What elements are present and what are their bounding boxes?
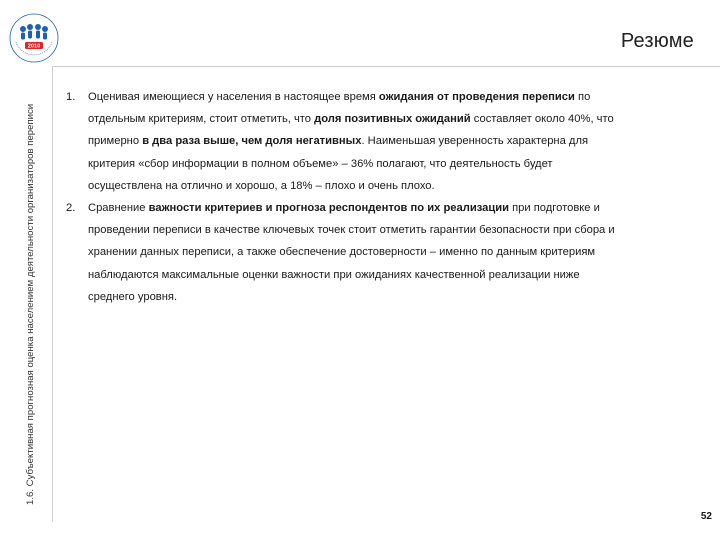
- emphasis-text: в два раза выше, чем доля негативных: [142, 135, 362, 148]
- list-item-text: Оценивая имеющиеся у населения в настоящее время ожидания от проведения переписи по отдельным критериям, стоит отметить, что доля позитивных ожиданий составляет около 40%, что примерно в два раза выше, чем доля негативных. Наименьшая уверенность характерна для критерия «сбор информации в полном объеме» – 36% полагают, что деятельность будет осуществлена на отлично и хорошо, а 18% – плохо и очень плохо.: [88, 91, 614, 192]
- sidebar-section-label: 1.6. Субъективная прогнозная оценка населением деятельности организаторов переписи: [25, 103, 36, 505]
- list-item: [66, 197, 626, 308]
- list-item-text: Сравнение важности критериев и прогноза респондентов по их реализации при подготовке и проведении переписи в качестве ключевых точек стоит отметить гарантии безопасности при сбора и хранении данных переписи, а также обеспечение достоверности – именно по данным критериям наблюдаются максимальные оценки важности при ожиданиях качественной реализации ниже среднего уровня.: [88, 202, 615, 303]
- list-item-number: 1.: [66, 91, 76, 103]
- logo-year: 2010: [27, 43, 41, 50]
- summary-list: [66, 86, 626, 308]
- emphasis-text: доля позитивных ожиданий: [314, 113, 471, 126]
- emphasis-text: ожидания от проведения переписи: [378, 91, 575, 103]
- list-item: [66, 86, 626, 197]
- census-2010-logo-icon: [8, 12, 60, 64]
- header-divider: [52, 66, 720, 67]
- sidebar-divider: [52, 66, 53, 522]
- list-item-number: 2.: [66, 202, 76, 215]
- emphasis-text: важности критериев и прогноза респондентов по их реализации: [148, 202, 509, 215]
- page-number: 52: [700, 511, 712, 522]
- page-title: Резюме: [620, 30, 694, 52]
